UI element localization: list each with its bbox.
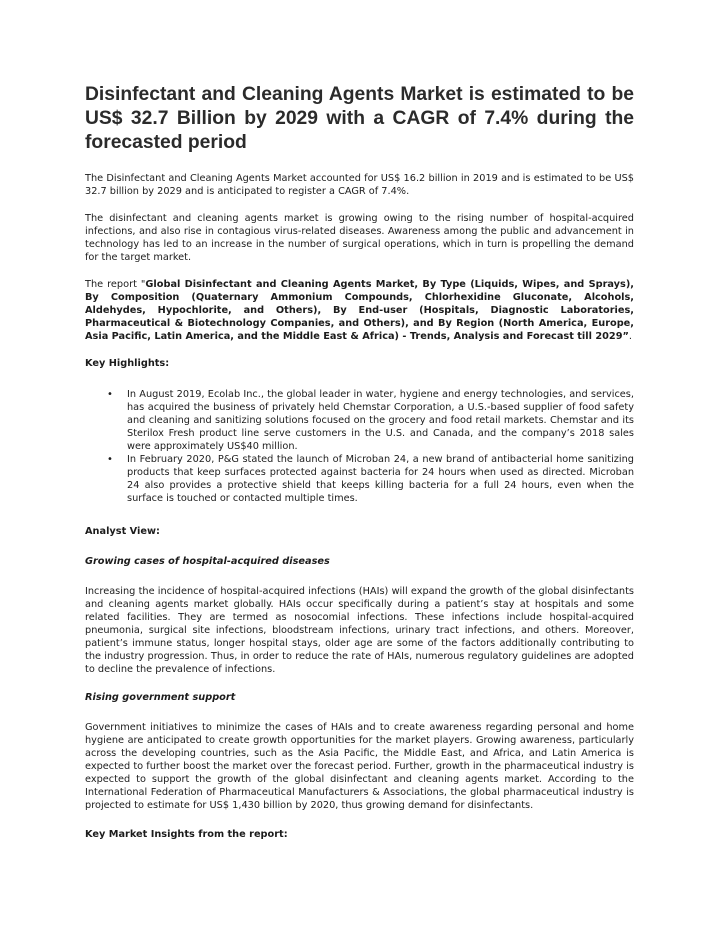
section-paragraph: Government initiatives to minimize the cases of HAIs and to create awareness regarding personal and home hygiene are anticipated to create growth opportunities for the market players. Growing awareness, particularly across the developing countries, such as the Asia Pacific, the Middle East, and Africa, and Latin America is expected to further boost the market over the forecast period. Further, growth in the pharmaceutical industry is expected to support the growth of the global disinfectant and cleaning agents market. According to the International Federation of Pharmaceutical Manufacturers & Associations, the global pharmaceutical industry is projected to estimate for US$ 1,430 billion by 2020, thus growing demand for disinfectants.: [85, 722, 634, 811]
highlight-text: In February 2020, P&G stated the launch of Microban 24, a new brand of antibacterial home sanitizing products that keep surfaces protected against bacteria for 24 hours when used as directed. Microban 24 also provides a protective shield that keeps killing bacteria for a full 24 hours, even when the surface is touched or contacted multiple times.: [127, 454, 634, 504]
document-page: [85, 83, 634, 841]
list-item: [107, 453, 634, 505]
highlight-text: In August 2019, Ecolab Inc., the global leader in water, hygiene and energy technologies, and services, has acquired the business of privately held Chemstar Corporation, a U.S.-based supplier of food safety and cleaning and sanitizing solutions focused on the grocery and food retail markets. Chemstar and its Sterilox Fresh product line serve customers in the U.S. and Canada, and the company’s 2018 sales were approximately US$40 million.: [127, 389, 634, 452]
report-name: Global Disinfectant and Cleaning Agents Market, By Type (Liquids, Wipes, and Sprays), By Composition (Quaternary Ammonium Compounds, Chlorhexidine Gluconate, Alcohols, Aldehydes, Hypochlorite, and Others), By End-user (Hospitals, Diagnostic Laboratories, Pharmaceutical & Biotechnology Companies, and Others), and By Region (North America, Europe, Asia Pacific, Latin America, and the Middle East & Africa) - Trends, Analysis and Forecast till 2029”: [85, 279, 634, 342]
key-highlights-heading: Key Highlights:: [85, 358, 170, 369]
section-subheading: Rising government support: [85, 692, 236, 703]
section-subheading: Growing cases of hospital-acquired diseases: [85, 556, 330, 567]
key-highlights-list: [85, 388, 634, 505]
intro-paragraph: The Disinfectant and Cleaning Agents Market accounted for US$ 16.2 billion in 2019 and is estimated to be US$ 32.7 billion by 2029 and is anticipated to register a CAGR of 7.4%.: [85, 173, 634, 197]
page-title: Disinfectant and Cleaning Agents Market is estimated to be US$ 32.7 Billion by 2029 with a CAGR of 7.4% during the forecasted period: [85, 84, 634, 153]
report-suffix: .: [628, 331, 633, 342]
bullet-icon: •: [107, 389, 113, 400]
report-paragraph: [85, 278, 634, 343]
analyst-view-heading: Analyst View:: [85, 526, 160, 537]
section-paragraph: Increasing the incidence of hospital-acquired infections (HAIs) will expand the growth of the global disinfectants and cleaning agents market globally. HAIs occur specifically during a patient’s stay at hospitals and some related facilities. They are termed as nosocomial infections. These infections include hospital-acquired pneumonia, surgical site infections, bloodstream infections, urinary tract infections, and others. Moreover, patient’s immune status, longer hospital stays, older age are some of the factors additionally contributing to the industry progression. Thus, in order to reduce the rate of HAIs, numerous regulatory guidelines are adopted to decline the prevalence of infections.: [85, 586, 634, 675]
list-item: [107, 388, 634, 453]
key-insights-heading: Key Market Insights from the report:: [85, 829, 288, 840]
market-growth-paragraph: The disinfectant and cleaning agents market is growing owing to the rising number of hospital-acquired infections, and also rise in contagious virus-related diseases. Awareness among the public and advancement in technology has led to an increase in the number of surgical operations, which in turn is propelling the demand for the target market.: [85, 213, 634, 263]
bullet-icon: •: [107, 454, 113, 465]
report-prefix: The report ": [85, 279, 146, 290]
